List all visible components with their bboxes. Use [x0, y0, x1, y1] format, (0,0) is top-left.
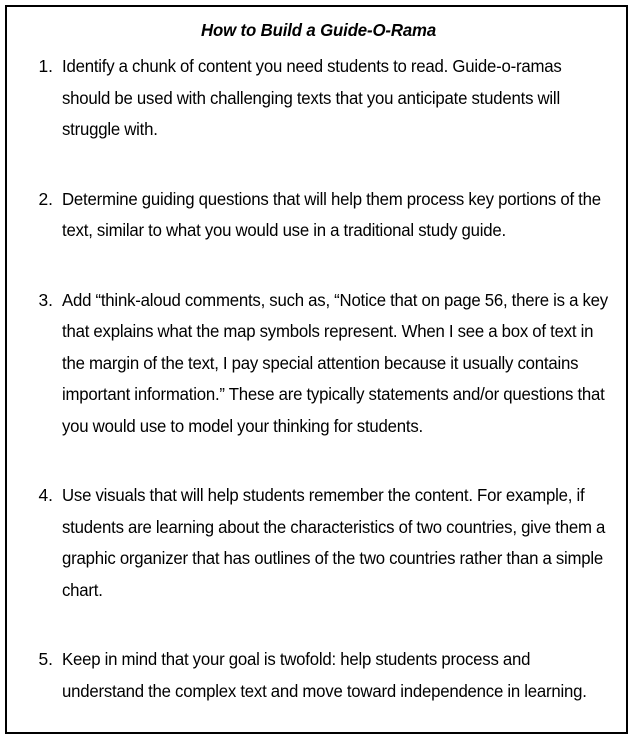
list-item-text: Add “think-aloud comments, such as, “Notice that on page 56, there is a key that explains what the map symbols represent. When I see a box of text in the margin of the text, I pay special attention because it usually contains important information.” These are typically statements and/or questions that you would use to model your thinking for students. — [62, 289, 608, 436]
list-item-text: Determine guiding questions that will help them process key portions of the text, similar to what you would use in a traditional study guide. — [62, 188, 601, 240]
page-title: How to Build a Guide-O-Rama — [200, 20, 437, 40]
list-item-text: Keep in mind that your goal is twofold: help students process and understand the complex text and move toward independence in learning. — [62, 649, 587, 701]
document-border-box — [5, 5, 628, 734]
list-item-number: 1. — [38, 56, 53, 76]
list-item — [7, 51, 628, 146]
list-item-number: 4. — [38, 485, 53, 505]
list-item — [7, 644, 628, 707]
list-item — [7, 184, 628, 247]
list-item-text: Use visuals that will help students remember the content. For example, if students are learning about the characteristics of two countries, give them a graphic organizer that has outlines of the two countries rather than a simple chart. — [62, 485, 606, 600]
list-item-text: Identify a chunk of content you need students to read. Guide-o-ramas should be used with challenging texts that you anticipate students will struggle with. — [62, 56, 562, 139]
steps-list — [7, 51, 628, 707]
list-item — [7, 480, 628, 606]
list-item-number: 2. — [38, 188, 53, 209]
list-item — [7, 285, 628, 443]
list-item-number: 3. — [38, 289, 53, 310]
list-item-number: 5. — [38, 649, 53, 669]
